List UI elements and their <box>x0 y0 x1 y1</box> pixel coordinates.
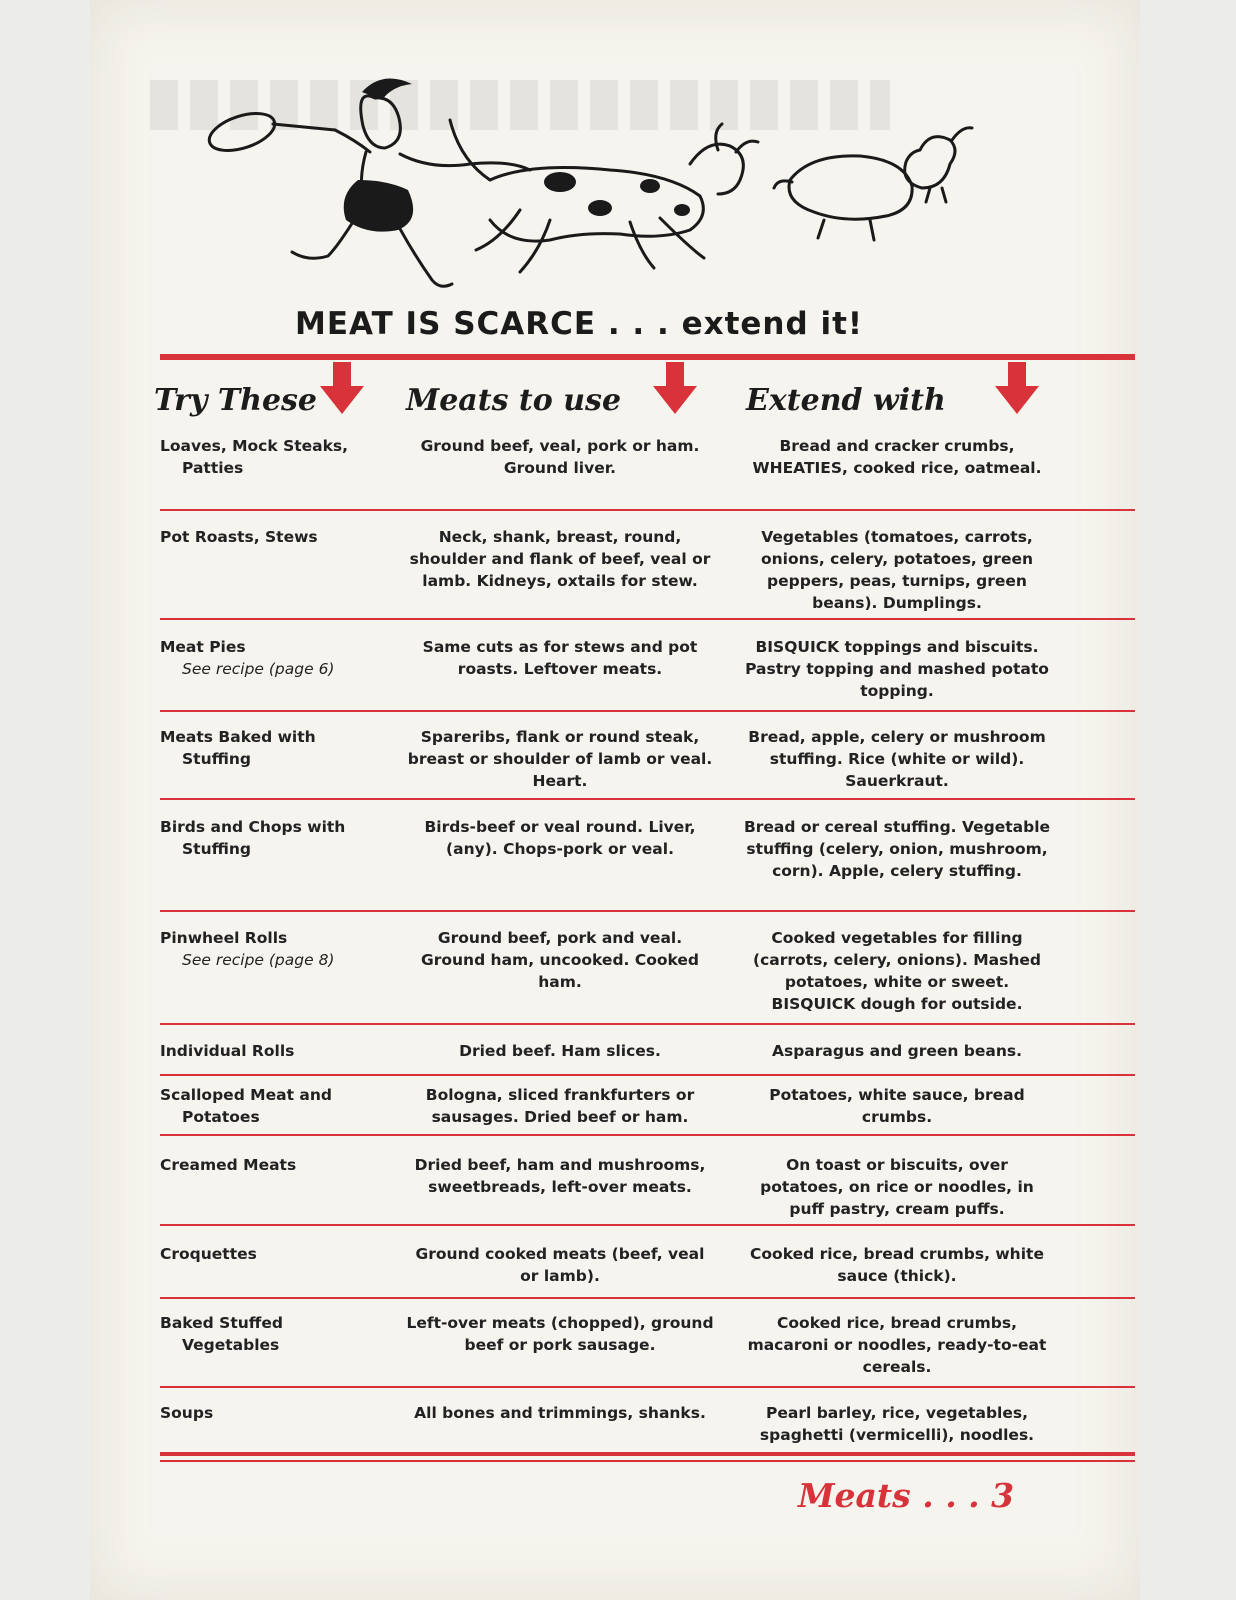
arrow-down-icon <box>320 386 364 414</box>
column-header-try-these: Try These <box>154 383 318 418</box>
row-item: Scalloped Meat and Potatoes <box>160 1086 332 1126</box>
row-divider <box>160 1297 1135 1299</box>
row-divider <box>160 1386 1135 1388</box>
row-extend: Bread and cracker crumbs, WHEATIES, cooked rice, oatmeal. <box>752 437 1042 477</box>
row-divider <box>160 1023 1135 1025</box>
row-extend: Potatoes, white sauce, bread crumbs. <box>769 1086 1025 1126</box>
top-red-rule <box>160 354 1135 360</box>
row-meats: Dried beef. Ham slices. <box>459 1042 661 1060</box>
row-extend: Vegetables (tomatoes, carrots, onions, celery, potatoes, green peppers, peas, turnips, green beans). Dumplings. <box>760 528 1034 612</box>
row-item: Meat Pies See recipe (page 6) <box>160 638 335 678</box>
arrow-down-icon <box>995 386 1039 414</box>
row-extend: Bread or cereal stuffing. Vegetable stuffing (celery, onion, mushroom, corn). Apple, celery stuffing. <box>743 818 1051 880</box>
row-extend: Cooked rice, bread crumbs, white sauce (thick). <box>750 1245 1044 1285</box>
row-meats: Spareribs, flank or round steak, breast or shoulder of lamb or veal. Heart. <box>407 728 713 790</box>
cookbook-page <box>90 0 1140 1600</box>
bottom-red-rule <box>160 1452 1135 1456</box>
row-item: Birds and Chops with Stuffing <box>160 818 346 858</box>
row-item: Meats Baked with Stuffing <box>160 728 316 768</box>
column-header-meats-to-use: Meats to use <box>406 383 622 418</box>
row-item: Creamed Meats <box>160 1156 297 1174</box>
row-divider <box>160 910 1135 912</box>
row-meats: Ground beef, pork and veal. Ground ham, uncooked. Cooked ham. <box>420 929 700 991</box>
row-meats: Bologna, sliced frankfurters or sausages. Dried beef or ham. <box>425 1086 695 1126</box>
row-divider <box>160 1134 1135 1136</box>
arrow-down-icon <box>653 386 697 414</box>
row-extend: BISQUICK toppings and biscuits. Pastry topping and mashed potato topping. <box>745 638 1049 700</box>
row-meats: All bones and trimmings, shanks. <box>414 1404 706 1422</box>
row-extend: Bread, apple, celery or mushroom stuffing. Rice (white or wild). Sauerkraut. <box>748 728 1046 790</box>
row-divider <box>160 1224 1135 1226</box>
row-extend: Pearl barley, rice, vegetables, spaghetti (vermicelli), noodles. <box>759 1404 1035 1444</box>
row-meats: Birds-beef or veal round. Liver, (any). Chops-pork or veal. <box>424 818 696 858</box>
row-divider <box>160 509 1135 511</box>
row-meats: Ground beef, veal, pork or ham. Ground liver. <box>420 437 700 477</box>
row-extend: Cooked rice, bread crumbs, macaroni or noodles, ready-to-eat cereals. <box>747 1314 1047 1376</box>
row-meats: Neck, shank, breast, round, shoulder and flank of beef, veal or lamb. Kidneys, oxtails for stew. <box>409 528 711 590</box>
column-header-extend-with: Extend with <box>746 383 946 418</box>
bottom-red-rule-thin <box>160 1460 1135 1462</box>
page-headline: MEAT IS SCARCE . . . extend it! <box>295 306 864 342</box>
row-extend: Cooked vegetables for filling (carrots, celery, onions). Mashed potatoes, white or sweet. BISQUICK dough for outside. <box>753 929 1041 1013</box>
row-extend: Asparagus and green beans. <box>771 1042 1023 1060</box>
row-item: Loaves, Mock Steaks, Patties <box>160 437 349 477</box>
row-item: Pot Roasts, Stews <box>160 528 318 546</box>
row-meats: Left-over meats (chopped), ground beef or pork sausage. <box>406 1314 714 1354</box>
row-item: Baked Stuffed Vegetables <box>160 1314 283 1354</box>
row-divider <box>160 618 1135 620</box>
row-extend: On toast or biscuits, over potatoes, on rice or noodles, in puff pastry, cream puffs. <box>760 1156 1034 1218</box>
row-divider <box>160 798 1135 800</box>
row-divider <box>160 710 1135 712</box>
row-item: Soups <box>160 1404 214 1422</box>
row-divider <box>160 1074 1135 1076</box>
row-item: Pinwheel Rolls See recipe (page 8) <box>160 929 335 969</box>
row-item: Croquettes <box>160 1245 257 1263</box>
row-meats: Dried beef, ham and mushrooms, sweetbreads, left-over meats. <box>414 1156 706 1196</box>
row-meats: Same cuts as for stews and pot roasts. Leftover meats. <box>422 638 698 678</box>
row-item: Individual Rolls <box>160 1042 295 1060</box>
page-footer: Meats . . . 3 <box>798 1476 1015 1515</box>
row-meats: Ground cooked meats (beef, veal or lamb). <box>415 1245 705 1285</box>
woman-chasing-cow-illustration <box>130 70 1050 310</box>
